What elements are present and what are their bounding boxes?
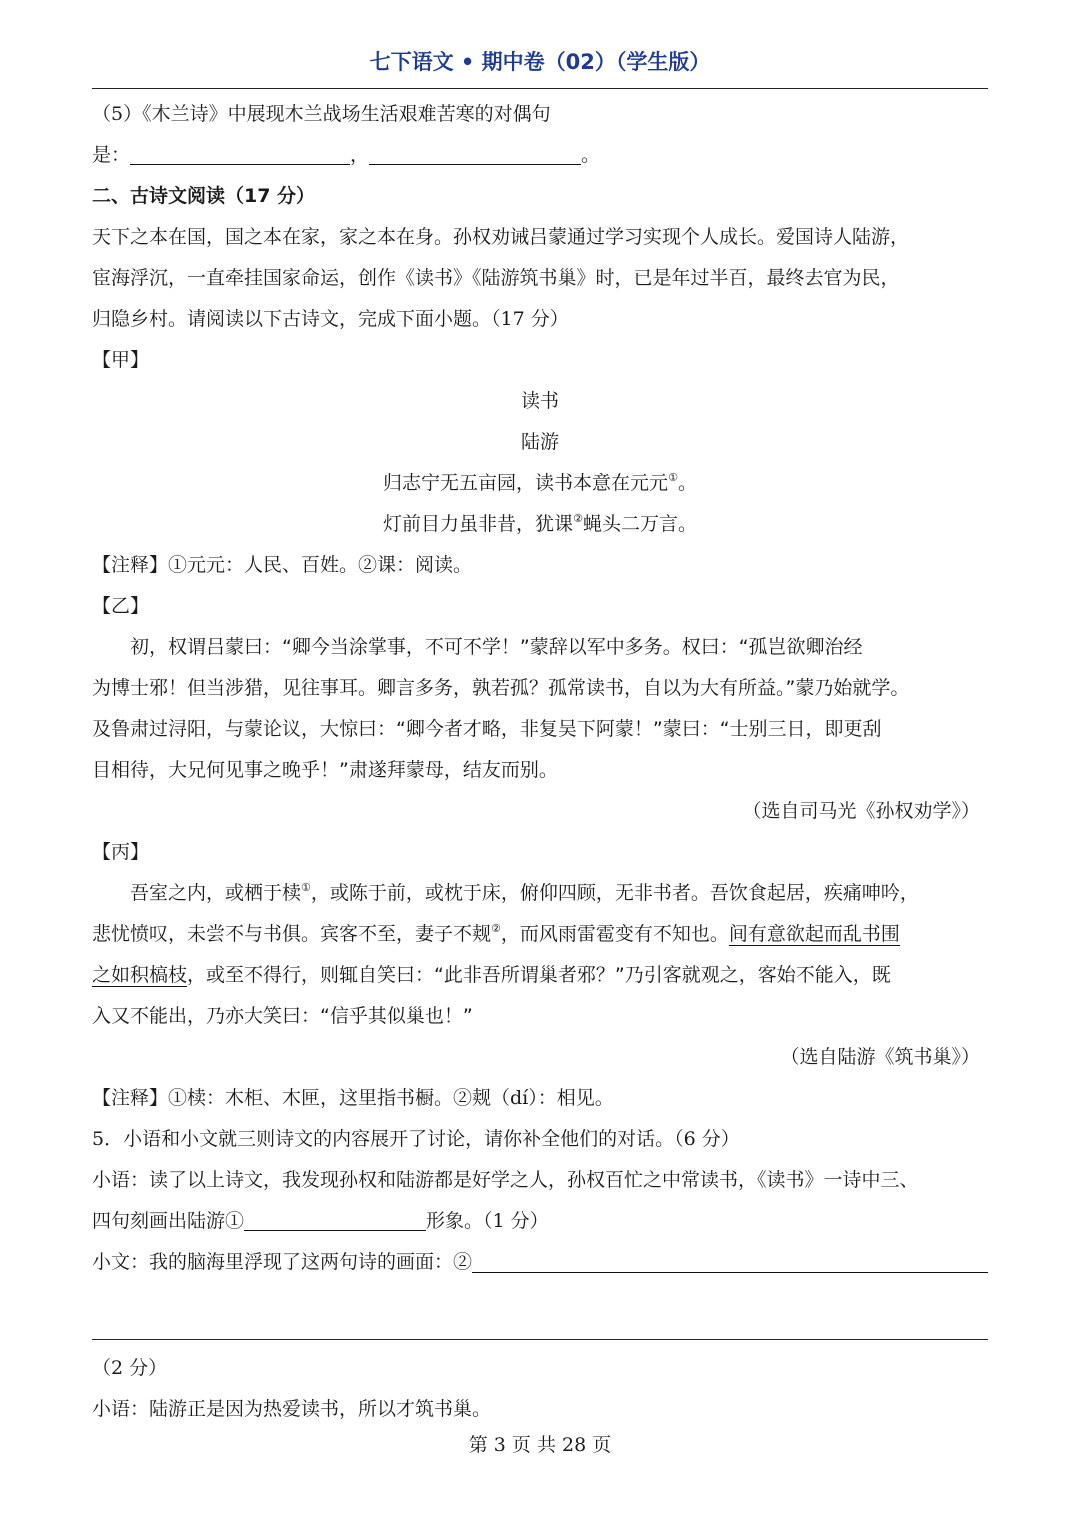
section2-intro-line: 天下之本在国，国之本在家，家之本在身。孙权劝诫吕蒙通过学习实现个人成长。爱国诗人陆游，	[92, 226, 910, 248]
jia-notes: 【注释】①元元：人民、百姓。②课：阅读。	[92, 554, 473, 576]
yi-source: （选自司马光《孙权劝学》）	[742, 800, 980, 822]
poem-line-2-text-b: 蝇头二万言。	[582, 513, 697, 535]
q5-sub-line1: （5）《木兰诗》中展现木兰战场生活艰难苦寒的对偶句	[92, 103, 551, 125]
poem-title: 读书	[520, 390, 559, 412]
underlined-sentence: 间有意欲起而乱书围	[728, 923, 900, 945]
xiaoyu-line-2	[92, 1201, 988, 1242]
q5-sub-period: 。	[581, 144, 601, 166]
bing-notes: 【注释】①椟：木柜、木匣，这里指书橱。②觌（dí）：相见。	[92, 1087, 614, 1109]
page-footer: 第 3 页 共 28 页	[468, 1434, 612, 1456]
yi-line: 及鲁肃过浔阳，与蒙论议，大惊曰：“卿今者才略，非复吴下阿蒙！”蒙曰：“士别三日，即更刮	[92, 718, 882, 740]
bing-line-2-text-b: ，而风雨雷雹变有不知也。	[500, 923, 729, 945]
poem-line-1-text: 归志宁无五亩园，读书本意在元元	[383, 472, 669, 494]
bing-line-1-text-b: ，或陈于前，或枕于床，俯仰四顾，无非书者。吾饮食起居，疾痛呻吟，	[310, 882, 919, 904]
xiaowen-line	[92, 1242, 988, 1283]
document-body	[92, 94, 988, 1430]
section2-intro-line: 归隐乡村。请阅读以下古诗文，完成下面小题。（17 分）	[92, 308, 569, 330]
bing-line-1	[92, 873, 988, 914]
xiaowen-prefix: 小文：我的脑海里浮现了这两句诗的画面：②	[92, 1251, 473, 1273]
answer-gap	[92, 1283, 988, 1331]
footnote-marker: ①	[301, 881, 311, 894]
bing-line-1-text-a: 吾室之内，或栖于椟	[130, 882, 302, 904]
answer-blank-3[interactable]	[244, 1206, 426, 1231]
underlined-sentence: 之如积槁枝	[92, 964, 188, 986]
section2-intro-line: 宦海浮沉，一直牵挂国家命运，创作《读书》《陆游筑书巢》时，已是年过半百，最终去官为民，	[92, 267, 900, 289]
bing-line-4: 入又不能出，乃亦大笑曰：“信乎其似巢也！”	[92, 1005, 473, 1027]
poem-line-2-text-a: 灯前目力虽非昔，犹课	[383, 513, 574, 535]
answer-blank-2[interactable]	[369, 140, 581, 165]
footnote-marker: ①	[668, 471, 678, 484]
yi-label: 【乙】	[92, 595, 150, 617]
yi-line: 初，权谓吕蒙曰：“卿今当涂掌事，不可不学！”蒙辞以军中多务。权曰：“孤岂欲卿治经	[130, 636, 863, 658]
poem-line-1-end: 。	[677, 472, 697, 494]
footnote-marker: ②	[573, 512, 583, 525]
bing-line-3	[92, 955, 988, 996]
yi-line: 目相待，大兄何见事之晚乎！”肃遂拜蒙母，结友而别。	[92, 759, 558, 781]
q5-sub-prefix: 是：	[92, 144, 131, 166]
yi-line: 为博士邪！但当涉猎，见往事耳。卿言多务，孰若孤？孤常读书，自以为大有所益。”蒙乃始就学。	[92, 677, 910, 699]
bing-line-3-text: ，或至不得行，则辄自笑曰：“此非吾所谓巢者邪？”乃引客就观之，客始不能入，既	[187, 964, 891, 986]
jia-label: 【甲】	[92, 349, 150, 371]
xiaoyu-line-2-suffix: 形象。（1 分）	[426, 1210, 549, 1232]
bing-label: 【丙】	[92, 841, 150, 863]
answer-blank-1[interactable]	[130, 140, 350, 165]
xiaoyu-line-3: 小语：陆游正是因为热爱读书，所以才筑书巢。	[92, 1398, 492, 1420]
footnote-marker: ②	[491, 922, 501, 935]
answer-line[interactable]	[92, 1339, 988, 1340]
header-rule	[92, 88, 988, 89]
poem-author: 陆游	[520, 431, 559, 453]
section2-title: 二、古诗文阅读（17 分）	[92, 185, 316, 207]
xiaoyu-line-2-prefix: 四句刻画出陆游①	[92, 1210, 245, 1232]
xiaoyu-line-1: 小语：读了以上诗文，我发现孙权和陆游都是好学之人，孙权百忙之中常读书，《读书》一诗中三、	[92, 1169, 919, 1191]
q5-sub-comma: ，	[350, 144, 370, 166]
answer-blank-4[interactable]	[472, 1248, 988, 1273]
bing-line-2-text-a: 悲忧愤叹，未尝不与书俱。宾客不至，妻子不觌	[92, 923, 492, 945]
poem-line-2	[92, 504, 988, 545]
bing-line-2	[92, 914, 988, 955]
q5-sub-line2	[92, 135, 988, 176]
poem-line-1	[92, 463, 988, 504]
score-2: （2 分）	[92, 1357, 168, 1379]
bing-source: （选自陆游《筑书巢》）	[780, 1046, 980, 1068]
q5-stem: 5．小语和小文就三则诗文的内容展开了讨论，请你补全他们的对话。（6 分）	[92, 1128, 740, 1150]
page-header-title: 七下语文 • 期中卷（02）（学生版）	[369, 50, 711, 74]
